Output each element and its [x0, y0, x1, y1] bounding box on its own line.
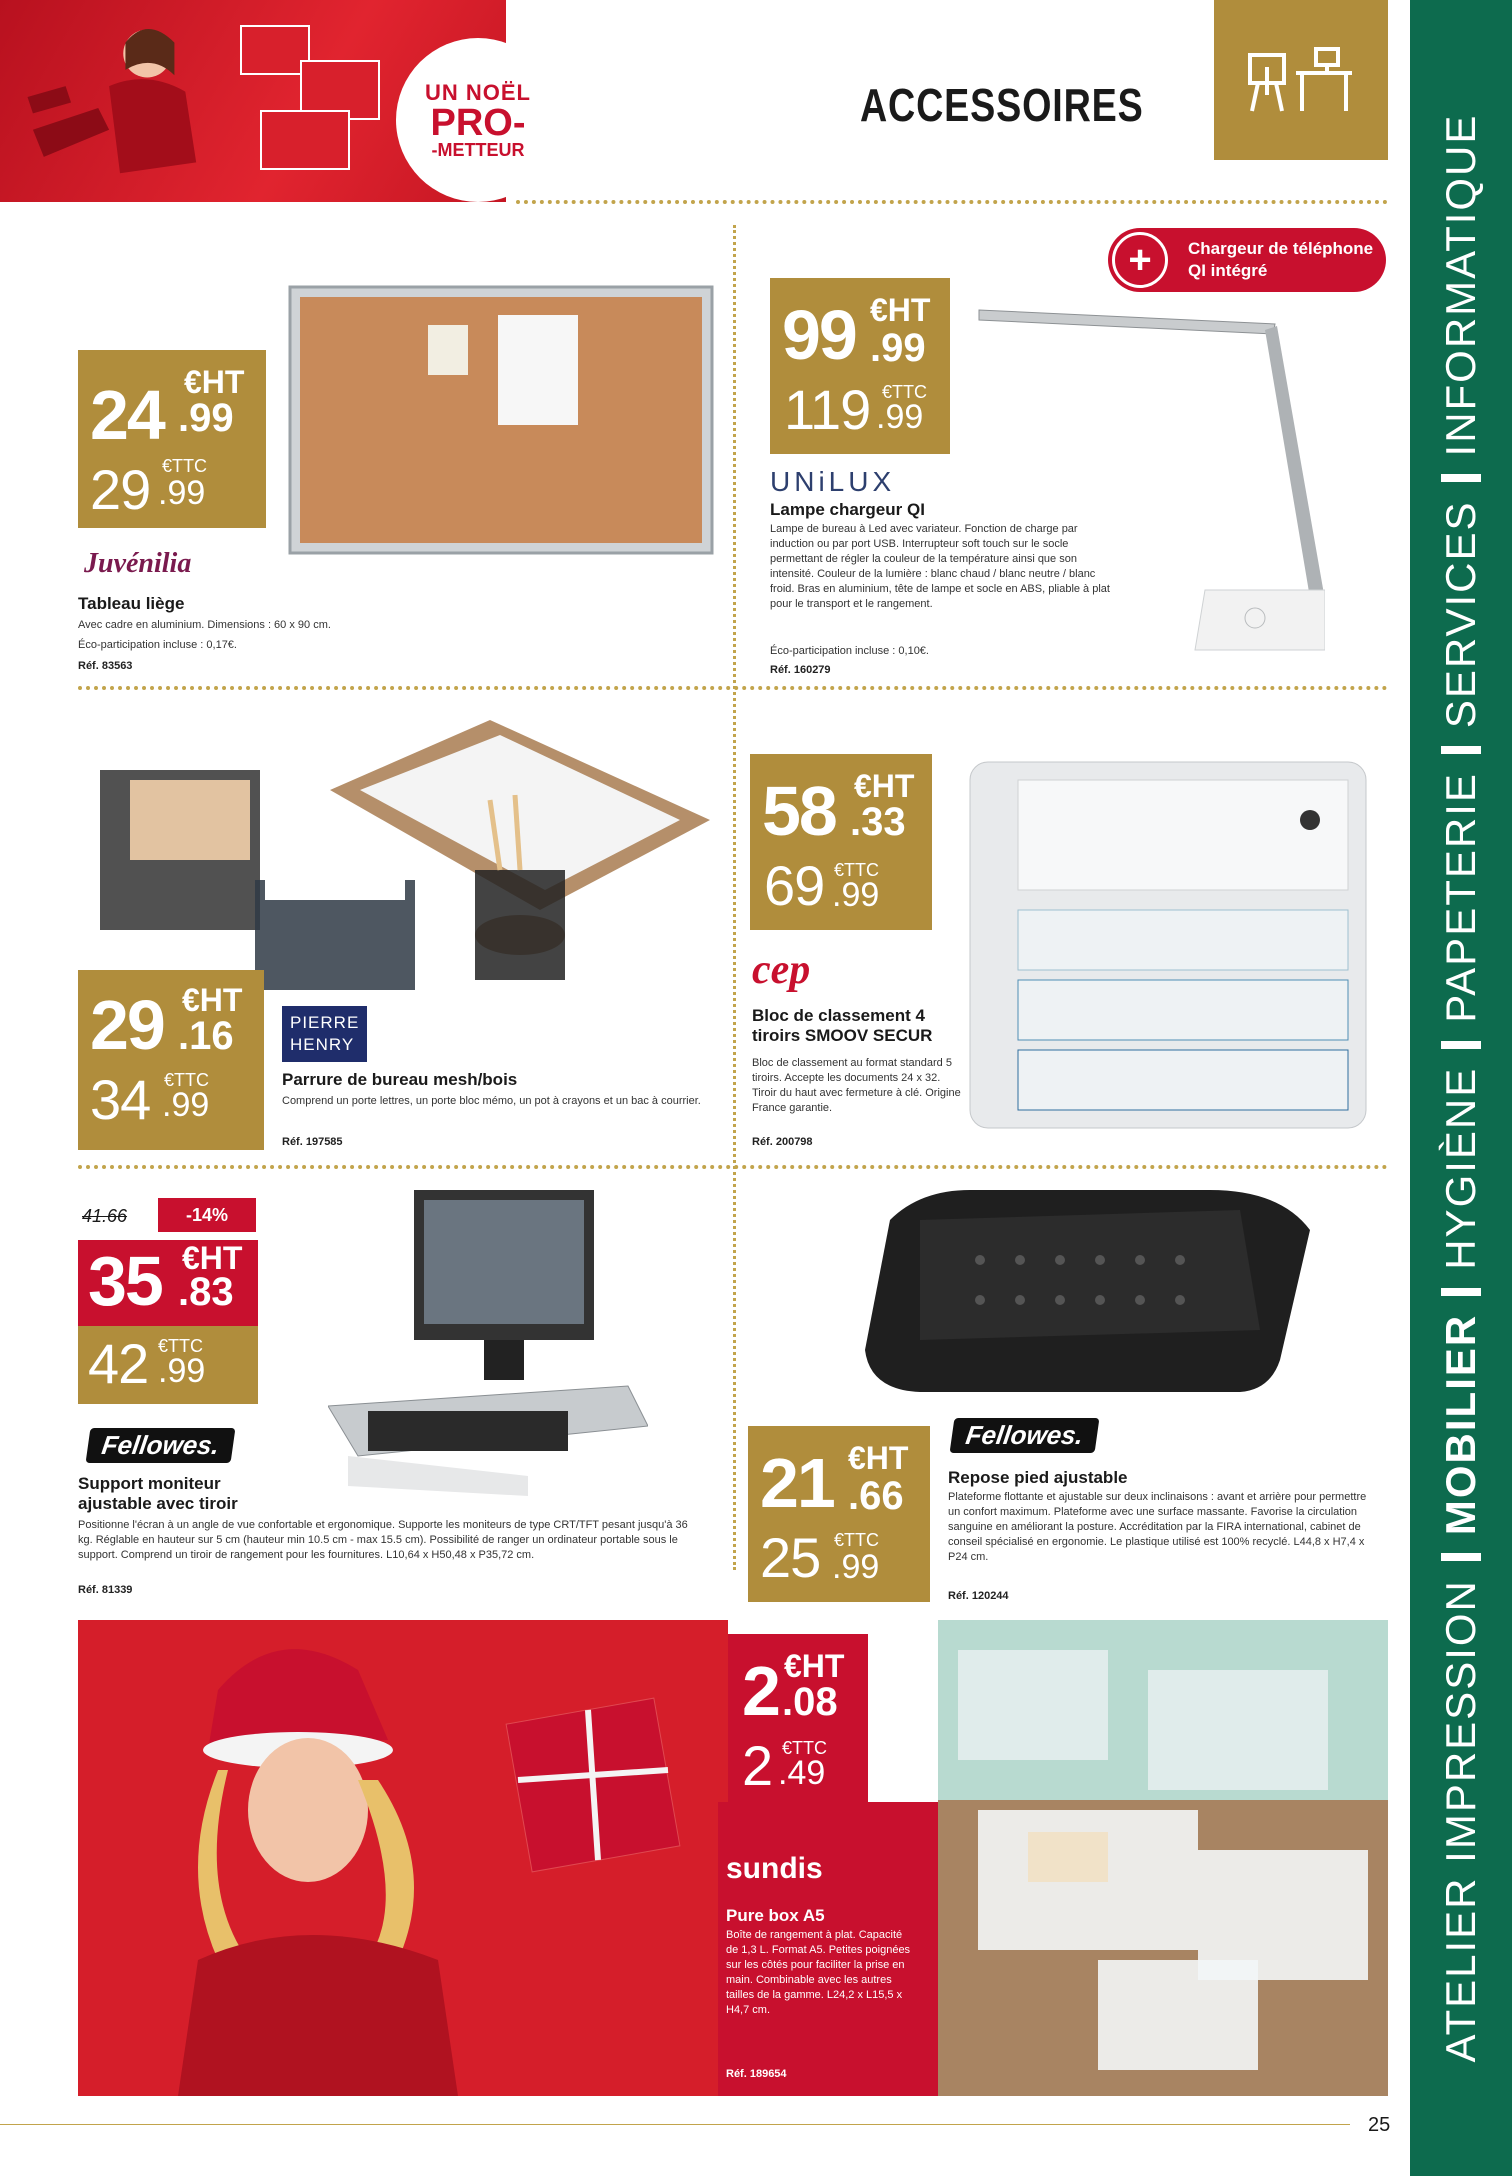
product-name-support-2: ajustable avec tiroir: [78, 1494, 238, 1513]
price-ht-int: 24: [90, 376, 164, 454]
price-ttc-int: 34: [90, 1068, 151, 1131]
row-divider-1: [78, 686, 1388, 690]
price-tag-parrure: [78, 970, 264, 1150]
product-name-purebox: Pure box A5: [726, 1906, 825, 1925]
price-ht-int: 21: [760, 1444, 834, 1522]
product-name-parrure: Parrure de bureau mesh/bois: [282, 1070, 518, 1089]
product-ref-tableau: Réf. 83563: [78, 660, 133, 672]
category-hygiene[interactable]: HYGIÈNE: [1437, 1066, 1484, 1270]
product-eco-tableau: Éco-participation incluse : 0,17€.: [78, 639, 237, 651]
cork-board-image: [288, 285, 714, 555]
price-ttc-cur: €TTC: [834, 860, 879, 880]
price-ttc-dec: .99: [158, 474, 206, 512]
product-desc-parrure: Comprend un porte lettres, un porte bloc mémo, un pot à crayons et un bac à courrier.: [282, 1095, 701, 1107]
product-name-support-1: Support moniteur: [78, 1474, 221, 1493]
price-tag-support: [78, 1240, 258, 1404]
price-ht-dec: .99: [870, 326, 926, 370]
price-ttc-dec: .49: [778, 1754, 826, 1792]
price-ht-int: 35: [88, 1242, 162, 1320]
foot-rest-image: [860, 1180, 1310, 1410]
product-desc-repose: Plateforme flottante et ajustable sur deux inclinaisons : avant et arrière pour permettre un confort maximum. Plateforme avec une surface massante. Favorise la circulation sanguine en améliorant la posture. Accréditation par la FIRA international, cabinet de conseil spécialisé en ergonomie. Le plastique utilisé est 100% recyclé. L44,8 x H7,4 x P24 cm.: [948, 1491, 1367, 1563]
price-ttc-cur: €TTC: [834, 1530, 879, 1550]
column-divider: [733, 225, 736, 1570]
price-ht-dec: .08: [782, 1680, 838, 1724]
discount-badge: -14%: [158, 1198, 256, 1232]
price-tag-purebox: [728, 1634, 868, 1802]
price-ht-dec: .99: [178, 396, 234, 440]
price-ttc-cur: €TTC: [882, 382, 927, 402]
product-desc-support: Positionne l'écran à un angle de vue confortable et ergonomique. Supporte les moniteurs de type CRT/TFT pesant jusqu'à 36 kg. Réglable en hauteur sur 5 cm (hauteur min 10.5 cm - max 15.5 cm). Possibilité de ranger un ordinateur portable sous le support. Comprend un tiroir de rangement pour les fournitures. L10,64 x H50,48 x P35,72 cm.: [78, 1519, 688, 1561]
promo-badge: [398, 40, 558, 200]
price-ttc-int: 119: [784, 378, 871, 441]
category-side-band: [1410, 0, 1512, 2176]
product-name-tableau: Tableau liège: [78, 594, 185, 613]
section-icon-box: [1214, 0, 1388, 160]
product-ref-support: Réf. 81339: [78, 1584, 133, 1596]
brand-cep: cep: [752, 947, 811, 993]
price-ttc-int: 25: [760, 1526, 821, 1589]
plus-icon: +: [1112, 232, 1168, 288]
christmas-promo-banner: [78, 1620, 728, 2096]
product-desc-tableau: Avec cadre en aluminium. Dimensions : 60 x 90 cm.: [78, 619, 331, 631]
product-ref-purebox: Réf. 189654: [726, 2068, 787, 2080]
desk-set-image: [90, 710, 710, 1010]
category-separator: [1441, 1288, 1481, 1296]
price-tag-tableau: [78, 350, 266, 528]
product-desc-lampe: Lampe de bureau à Led avec variateur. Fonction de charge par induction ou par port USB. Interrupteur soft touch sur le socle permettant de régler la couleur de la température ainsi que son intensité. Couleur de la lumière : blanc chaud / blanc neutre / blanc froid. Bras en aluminium, tête de lampe et socle en ABS, pliable à plat pour le transport et le rangement.: [770, 523, 1110, 610]
category-separator: [1441, 1041, 1481, 1049]
brand-juvenilia: Juvénilia: [84, 548, 192, 579]
product-ref-parrure: Réf. 197585: [282, 1136, 343, 1148]
filing-cabinet-image: [968, 760, 1368, 1130]
product-name-bloc: Bloc de classement 4 tiroirs SMOOV SECUR: [752, 1006, 933, 1045]
price-ttc-dec: .99: [876, 398, 924, 436]
category-list: [1437, 0, 1485, 2176]
brand-line-2: HENRY: [290, 1035, 355, 1054]
price-ttc-dec: .99: [832, 876, 880, 914]
callout-text: Chargeur de téléphone QI intégré: [1188, 239, 1374, 280]
price-ht-int: 99: [782, 296, 856, 374]
price-tag-bloc: [750, 754, 932, 930]
price-ttc-cur: €TTC: [164, 1070, 209, 1090]
price-ht-dec: .33: [850, 800, 906, 844]
christmas-woman-illustration: [158, 1630, 718, 2096]
badge-line-3: -METTEUR: [431, 139, 525, 160]
category-separator: [1441, 474, 1481, 482]
price-ht-dec: .83: [178, 1270, 234, 1314]
monitor-stand-image: [328, 1186, 648, 1516]
brand-fellowes: Fellowes.: [86, 1428, 236, 1463]
price-ttc-cur: €TTC: [158, 1336, 203, 1356]
category-atelier[interactable]: ATELIER IMPRESSION: [1437, 1579, 1484, 2063]
price-ttc-dec: .99: [158, 1352, 206, 1390]
section-title: ACCESSOIRES: [860, 79, 1144, 131]
footer-line: [0, 2124, 1350, 2125]
price-tag-lampe: [770, 278, 950, 454]
feature-callout: [1108, 228, 1386, 292]
price-ht-cur: €HT: [870, 292, 931, 328]
price-ttc-int: 69: [764, 854, 825, 917]
category-papeterie[interactable]: PAPETERIE: [1437, 772, 1484, 1023]
price-ttc-dec: .99: [162, 1086, 210, 1124]
price-ht-dec: .66: [848, 1474, 904, 1518]
category-separator: [1441, 746, 1481, 754]
badge-line-1: UN NOËL: [425, 79, 531, 105]
header-divider: [516, 200, 1388, 204]
brand-fellowes: Fellowes.: [950, 1418, 1100, 1453]
christmas-woman-illustration: [20, 10, 220, 195]
brand-line-1: PIERRE: [290, 1013, 360, 1032]
product-name-lampe: Lampe chargeur QI: [770, 500, 925, 519]
price-ht-int: 58: [762, 772, 836, 850]
desk-lamp-image: [975, 300, 1325, 670]
category-separator: [1441, 1553, 1481, 1561]
price-ht-dec: .16: [178, 1014, 234, 1058]
product-name-repose: Repose pied ajustable: [948, 1468, 1128, 1487]
category-mobilier-active[interactable]: MOBILIER: [1437, 1313, 1484, 1536]
price-ht-cur: €HT: [184, 364, 245, 400]
product-ref-repose: Réf. 120244: [948, 1590, 1009, 1602]
category-services[interactable]: SERVICES: [1437, 500, 1484, 729]
brand-pierre-henry: [282, 1006, 367, 1062]
product-desc-purebox: Boîte de rangement à plat. Capacité de 1,3 L. Format A5. Petites poignées sur les côtés pour faciliter la prise en main. Combinable avec les autres tailles de la gamme. L24,2 x L15,5 x H4,7 cm.: [726, 1929, 911, 2016]
price-tag-repose: [748, 1426, 930, 1602]
price-ttc-int: 42: [88, 1332, 149, 1395]
brand-unilux: UNiLUX: [770, 466, 896, 497]
brand-sundis: sundis: [726, 1852, 823, 1885]
page-number: 25: [1368, 2114, 1391, 2136]
desk-chair-icon: [1246, 45, 1356, 115]
price-ht-cur: €HT: [854, 768, 915, 804]
gift-box-3: [260, 110, 350, 170]
price-ttc-cur: €TTC: [162, 456, 207, 476]
discount-strip: [78, 1198, 256, 1238]
row-divider-2: [78, 1165, 1388, 1169]
product-ref-lampe: Réf. 160279: [770, 664, 831, 676]
price-ttc-int: 2: [742, 1734, 773, 1797]
price-ht-cur: €HT: [848, 1440, 909, 1476]
price-ttc-int: 29: [90, 458, 151, 521]
price-ht-cur: €HT: [784, 1648, 845, 1684]
storage-boxes-image: [938, 1620, 1388, 2096]
product-eco-lampe: Éco-participation incluse : 0,10€.: [770, 645, 929, 657]
price-ht-int: 29: [90, 986, 164, 1064]
category-informatique[interactable]: INFORMATIQUE: [1437, 113, 1484, 457]
old-price: 41.66: [82, 1206, 128, 1226]
price-ht-int: 2: [742, 1652, 779, 1730]
price-ht-cur: €HT: [182, 1240, 243, 1276]
price-ht-cur: €HT: [182, 982, 243, 1018]
product-ref-bloc: Réf. 200798: [752, 1136, 813, 1148]
price-ttc-dec: .99: [832, 1548, 880, 1586]
product-desc-bloc: Bloc de classement au format standard 5 tiroirs. Accepte les documents 24 x 32. Tiroir du haut avec fermeture à clé. Origine France garantie.: [752, 1057, 961, 1114]
badge-line-2: PRO-: [430, 101, 526, 144]
price-ttc-cur: €TTC: [782, 1738, 827, 1758]
